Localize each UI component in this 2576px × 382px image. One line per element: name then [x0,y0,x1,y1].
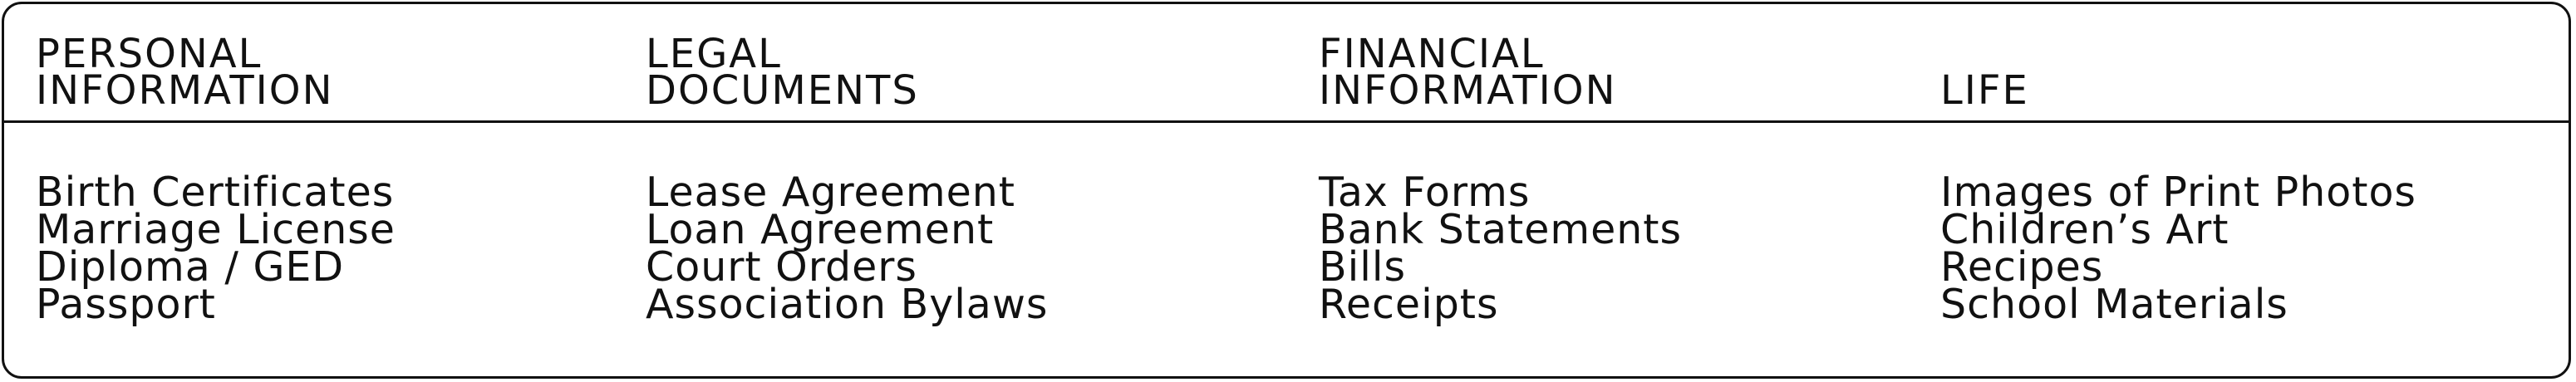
list-item: Receipts [1319,281,1499,328]
column-heading-line: LIFE [1940,67,2029,114]
list-item: Passport [36,281,216,328]
column-heading-line: PERSONAL [36,31,263,77]
list-item: Images of Print Photos [1940,169,2416,216]
column-heading [36,26,617,114]
list-item: Children’s Art [1940,206,2229,253]
list-item: Marriage License [36,206,396,253]
list-item: Tax Forms [1319,169,1531,216]
column-heading-line: LEGAL [646,31,782,77]
column-heading [646,26,1227,114]
list-item: Bank Statements [1319,206,1683,253]
column-heading-line: INFORMATION [1319,67,1617,114]
list-item: Birth Certificates [36,169,395,216]
item-list [1319,169,1683,328]
column-heading [1319,26,1900,114]
column-heading [1940,26,2522,114]
list-item: School Materials [1940,281,2288,328]
header-divider [4,120,2569,123]
list-item: Bills [1319,243,1406,291]
item-list [646,169,1049,328]
list-item: Association Bylaws [646,281,1049,328]
column-heading-line: INFORMATION [36,67,334,114]
list-item: Lease Agreement [646,169,1015,216]
column-heading-line: DOCUMENTS [646,67,919,114]
list-item: Recipes [1940,243,2104,291]
item-list [1940,169,2416,328]
item-list [36,169,396,328]
list-item: Court Orders [646,243,917,291]
document-categories-card [2,2,2571,379]
list-item: Diploma / GED [36,243,345,291]
column-heading-line: FINANCIAL [1319,31,1545,77]
list-item: Loan Agreement [646,206,995,253]
